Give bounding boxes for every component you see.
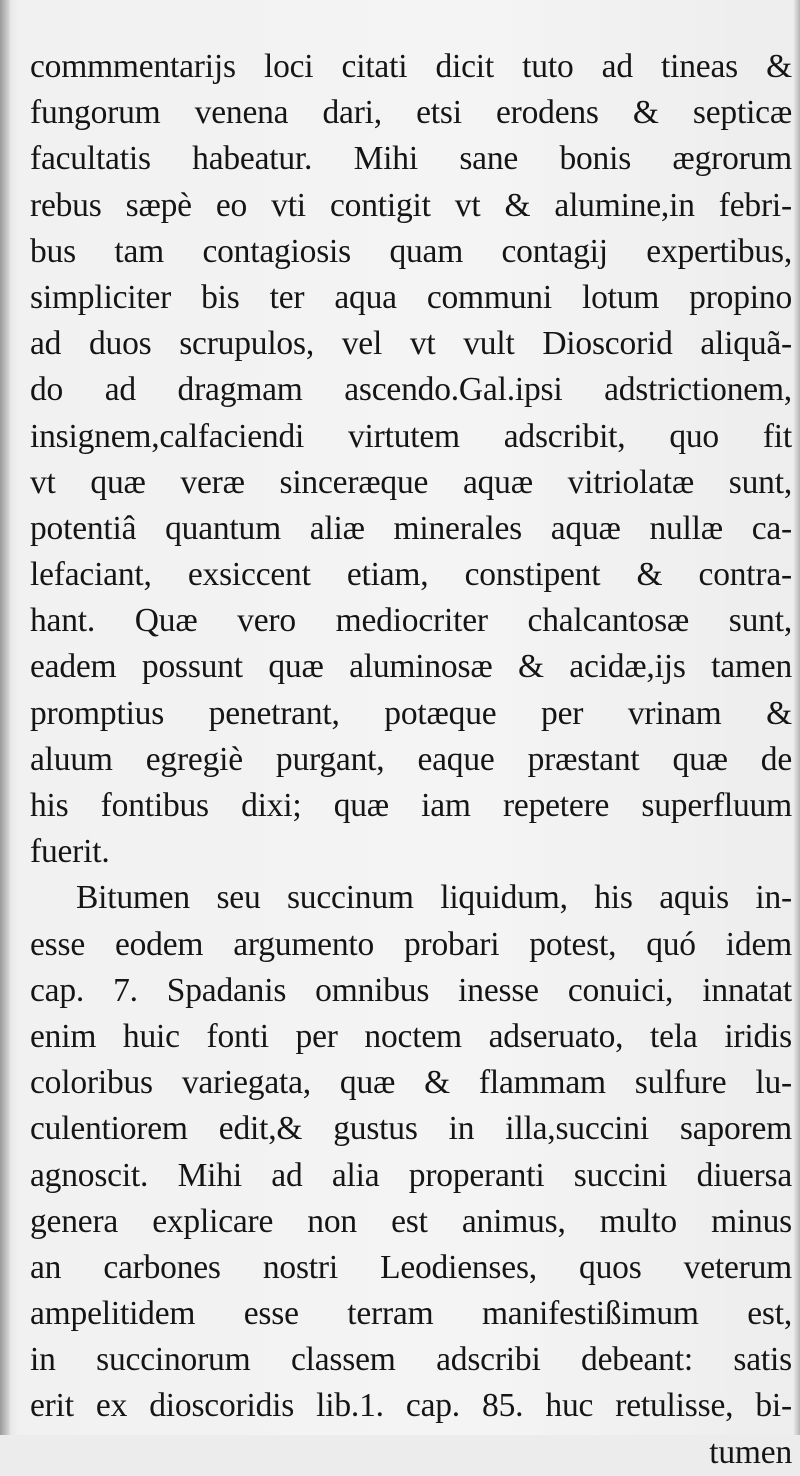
text-line: do ad dragmam ascendo.Gal.ipsi adstrictionem, [30,371,792,409]
text-line: ampelitidem esse terram manifestißimum est, [30,1295,792,1333]
text-line: genera explicare non est animus, multo minus [30,1202,792,1240]
text-line: facultatis habeatur. Mihi sane bonis ægrorum [30,140,792,178]
text-line: insignem,calfaciendi virtutem adscribit, quo fit [30,417,792,455]
text-line: coloribus variegata, quæ & flammam sulfure lu- [30,1064,792,1102]
text-line: an carbones nostri Leodienses, quos veterum [30,1248,792,1286]
paragraph-start-line: Bitumen seu succinum liquidum, his aquis in- [76,879,792,917]
text-line: enim huic fonti per noctem adseruato, tela iridis [30,1017,792,1055]
text-line: lefaciant, exsiccent etiam, constipent & contra- [30,556,792,594]
catchword: tumen [709,1433,792,1471]
page-left-edge [0,0,10,1435]
text-line: simpliciter bis ter aqua communi lotum propino [30,278,792,316]
text-line: hant. Quæ vero mediocriter chalcantosæ sunt, [30,602,792,640]
text-line: fungorum venena dari, etsi erodens & septicæ [30,94,792,132]
text-line: in succinorum classem adscribi debeant: satis [30,1341,792,1379]
body-text [30,44,792,1476]
text-line: erit ex dioscoridis lib.1. cap. 85. huc retulisse, bi- [30,1387,792,1425]
text-line: potentiâ quantum aliæ minerales aquæ nullæ ca- [30,509,792,547]
paragraph-end-line: fuerit. [30,833,110,871]
text-line: rebus sæpè eo vti contigit vt & alumine,in febri- [30,186,792,224]
text-line: culentiorem edit,& gustus in illa,succini saporem [30,1110,792,1148]
text-line: vt quæ veræ sinceræque aquæ vitriolatæ sunt, [30,463,792,501]
text-line: esse eodem argumento probari potest, quó idem [30,925,792,963]
text-line: bus tam contagiosis quam contagij expertibus, [30,232,792,270]
text-line: his fontibus dixi; quæ iam repetere superfluum [30,787,792,824]
text-line: agnoscit. Mihi ad alia properanti succini diuersa [30,1156,792,1194]
text-line: commmentarijs loci citati dicit tuto ad tineas & [30,48,792,85]
page-right-edge [794,0,800,1435]
text-line: aluum egregiè purgant, eaque præstant quæ de [30,740,792,778]
text-line: cap. 7. Spadanis omnibus inesse conuici, innatat [30,971,792,1009]
text-line: eadem possunt quæ aluminosæ & acidæ,ijs tamen [30,648,792,686]
text-line: promptius penetrant, potæque per vrinam & [30,694,792,732]
text-line: ad duos scrupulos, vel vt vult Dioscorid aliquã- [30,325,792,363]
